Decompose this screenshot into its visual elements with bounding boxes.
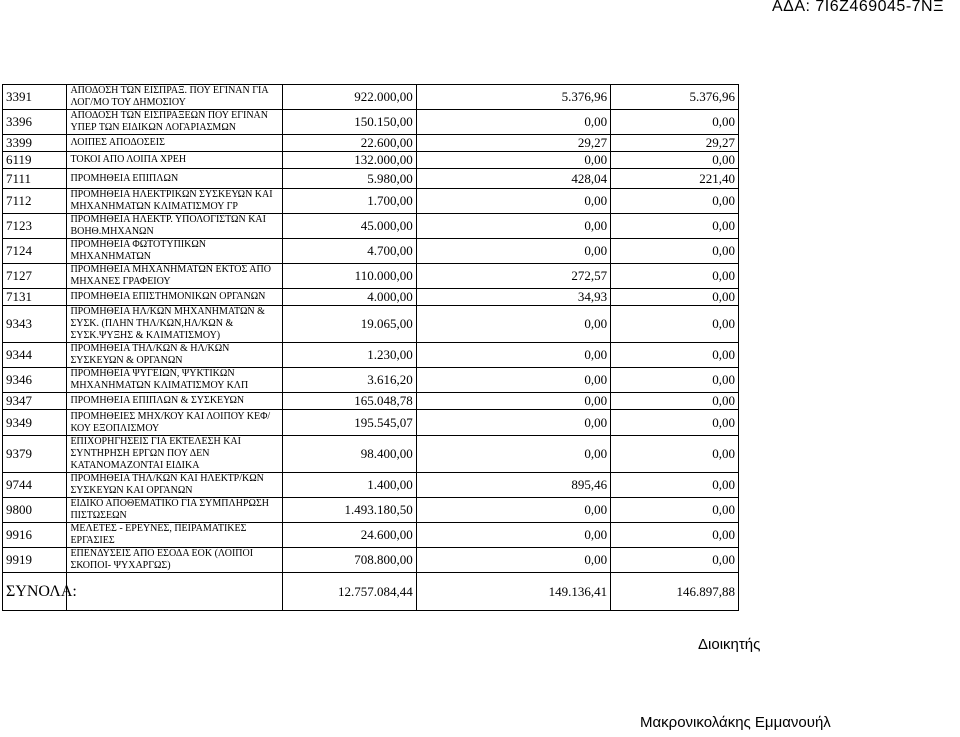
amount-cell: 0,00 [611, 410, 739, 436]
account-code-cell: 7124 [3, 239, 67, 264]
amount-cell: 0,00 [416, 214, 610, 239]
amount-cell: 45.000,00 [282, 214, 416, 239]
account-code-cell: 9379 [3, 436, 67, 473]
description-cell: ΤΟΚΟΙ ΑΠΟ ΛΟΙΠΑ ΧΡΕΗ [67, 152, 282, 169]
description-cell: ΠΡΟΜΗΘΕΙΑ ΕΠΙΣΤΗΜΟΝΙΚΩΝ ΟΡΓΑΝΩΝ [67, 289, 282, 306]
amount-cell: 150.150,00 [282, 110, 416, 135]
account-code-cell: 7112 [3, 189, 67, 214]
table-row [3, 368, 739, 393]
description-cell: ΕΙΔΙΚΟ ΑΠΟΘΕΜΑΤΙΚΟ ΓΙΑ ΣΥΜΠΛΗΡΩΣΗ ΠΙΣΤΩΣΕΩΝ [67, 498, 282, 523]
amount-cell: 149.136,41 [416, 573, 610, 611]
amount-cell: 0,00 [416, 548, 610, 573]
amount-cell: 0,00 [416, 498, 610, 523]
amount-cell: 4.000,00 [282, 289, 416, 306]
amount-cell: 0,00 [416, 410, 610, 436]
amount-cell: 0,00 [416, 393, 610, 410]
amount-cell: 0,00 [611, 548, 739, 573]
description-cell: ΠΡΟΜΗΘΕΙΑ ΗΛ/ΚΩΝ ΜΗΧΑΝΗΜΑΤΩΝ & ΣΥΣΚ. (ΠΛΗΝ ΤΗΛ/ΚΩΝ,ΗΛ/ΚΩΝ & ΣΥΣΚ.ΨΥΞΗΣ & ΚΛΙΜΑΤΙΣΜΟΥ) [67, 306, 282, 343]
table-row [3, 189, 739, 214]
description-cell: ΕΠΙΧΟΡΗΓΗΣΕΙΣ ΓΙΑ ΕΚΤΕΛΕΣΗ ΚΑΙ ΣΥΝΤΗΡΗΣΗ ΕΡΓΩΝ ΠΟΥ ΔΕΝ ΚΑΤΑΝΟΜΑΖΟΝΤΑΙ ΕΙΔΙΚΑ [67, 436, 282, 473]
table-row [3, 393, 739, 410]
amount-cell: 0,00 [611, 498, 739, 523]
amount-cell: 0,00 [611, 368, 739, 393]
amount-cell: 132.000,00 [282, 152, 416, 169]
amount-cell: 165.048,78 [282, 393, 416, 410]
amount-cell: 5.376,96 [416, 85, 610, 110]
signature-role: Διοικητής [698, 636, 761, 653]
amount-cell: 272,57 [416, 264, 610, 289]
account-code-cell: 7127 [3, 264, 67, 289]
account-code-cell: 9344 [3, 343, 67, 368]
description-cell: ΠΡΟΜΗΘΕΙΑ ΗΛΕΚΤΡΙΚΩΝ ΣΥΣΚΕΥΩΝ ΚΑΙ ΜΗΧΑΝΗΜΑΤΩΝ ΚΛΙΜΑΤΙΣΜΟΥ ΓΡ [67, 189, 282, 214]
amount-cell: 0,00 [416, 239, 610, 264]
amount-cell: 0,00 [611, 214, 739, 239]
description-cell: ΜΕΛΕΤΕΣ - ΕΡΕΥΝΕΣ, ΠΕΙΡΑΜΑΤΙΚΕΣ ΕΡΓΑΣΙΕΣ [67, 523, 282, 548]
description-cell: ΕΠΕΝΔΥΣΕΙΣ ΑΠΟ ΕΣΟΔΑ ΕΟΚ (ΛΟΙΠΟΙ ΣΚΟΠΟΙ- ΨΥΧΑΡΓΩΣ) [67, 548, 282, 573]
totals-row [3, 573, 739, 611]
amount-cell: 0,00 [416, 523, 610, 548]
account-code-cell: 9346 [3, 368, 67, 393]
amount-cell: 0,00 [611, 189, 739, 214]
amount-cell: 24.600,00 [282, 523, 416, 548]
description-cell: ΠΡΟΜΗΘΕΙΑ ΜΗΧΑΝΗΜΑΤΩΝ ΕΚΤΟΣ ΑΠΟ ΜΗΧΑΝΕΣ ΓΡΑΦΕΙΟΥ [67, 264, 282, 289]
description-cell: ΠΡΟΜΗΘΕΙΑ ΦΩΤΟΤΥΠΙΚΩΝ ΜΗΧΑΝΗΜΑΤΩΝ [67, 239, 282, 264]
amount-cell: 221,40 [611, 169, 739, 189]
description-cell: ΠΡΟΜΗΘΕΙΕΣ ΜΗΧ/ΚΟΥ ΚΑΙ ΛΟΙΠΟΥ ΚΕΦ/ΚΟΥ ΕΞΟΠΛΙΣΜΟΥ [67, 410, 282, 436]
description-cell: ΠΡΟΜΗΘΕΙΑ ΕΠΙΠΛΩΝ & ΣΥΣΚΕΥΩΝ [67, 393, 282, 410]
amount-cell: 3.616,20 [282, 368, 416, 393]
table-row [3, 473, 739, 498]
account-code-cell: 7123 [3, 214, 67, 239]
amount-cell: 12.757.084,44 [282, 573, 416, 611]
table-row [3, 214, 739, 239]
amount-cell: 5.376,96 [611, 85, 739, 110]
amount-cell: 0,00 [416, 110, 610, 135]
table-row [3, 548, 739, 573]
amount-cell: 22.600,00 [282, 135, 416, 152]
description-cell: ΠΡΟΜΗΘΕΙΑ ΨΥΓΕΙΩΝ, ΨΥΚΤΙΚΩΝ ΜΗΧΑΝΗΜΑΤΩΝ ΚΛΙΜΑΤΙΣΜΟΥ ΚΛΠ [67, 368, 282, 393]
amount-cell: 0,00 [611, 436, 739, 473]
description-cell: ΠΡΟΜΗΘΕΙΑ ΗΛΕΚΤΡ. ΥΠΟΛΟΓΙΣΤΩΝ ΚΑΙ ΒΟΗΘ.ΜΗΧΑΝΩΝ [67, 214, 282, 239]
description-cell: ΛΟΙΠΕΣ ΑΠΟΔΟΣΕΙΣ [67, 135, 282, 152]
table-row [3, 239, 739, 264]
amount-cell: 0,00 [611, 264, 739, 289]
account-code-cell: 9919 [3, 548, 67, 573]
amount-cell: 146.897,88 [611, 573, 739, 611]
description-cell: ΠΡΟΜΗΘΕΙΑ ΤΗΛ/ΚΩΝ & ΗΛ/ΚΩΝ ΣΥΣΚΕΥΩΝ & ΟΡΓΑΝΩΝ [67, 343, 282, 368]
amount-cell: 0,00 [611, 306, 739, 343]
amount-cell: 98.400,00 [282, 436, 416, 473]
amount-cell: 0,00 [611, 393, 739, 410]
table-row [3, 523, 739, 548]
account-code-cell: 7111 [3, 169, 67, 189]
amount-cell: 0,00 [611, 110, 739, 135]
amount-cell: 29,27 [416, 135, 610, 152]
table-row [3, 110, 739, 135]
description-cell: ΑΠΟΔΟΣΗ ΤΩΝ ΕΙΣΠΡΑΞΕΩΝ ΠΟΥ ΕΓΙΝΑΝ ΥΠΕΡ ΤΩΝ ΕΙΔΙΚΩΝ ΛΟΓΑΡΙΑΣΜΩΝ [67, 110, 282, 135]
table-row [3, 85, 739, 110]
table-row [3, 498, 739, 523]
table-row [3, 306, 739, 343]
amount-cell: 0,00 [416, 152, 610, 169]
description-cell: ΠΡΟΜΗΘΕΙΑ ΤΗΛ/ΚΩΝ ΚΑΙ ΗΛΕΚΤΡ/ΚΩΝ ΣΥΣΚΕΥΩΝ ΚΑΙ ΟΡΓΑΝΩΝ [67, 473, 282, 498]
table-row [3, 289, 739, 306]
amount-cell: 29,27 [611, 135, 739, 152]
amount-cell: 1.230,00 [282, 343, 416, 368]
amount-cell: 428,04 [416, 169, 610, 189]
table-row [3, 436, 739, 473]
amount-cell: 0,00 [416, 306, 610, 343]
amount-cell: 922.000,00 [282, 85, 416, 110]
description-cell [67, 573, 282, 611]
amount-cell: 110.000,00 [282, 264, 416, 289]
amount-cell: 0,00 [416, 189, 610, 214]
amount-cell: 0,00 [611, 343, 739, 368]
description-cell: ΑΠΟΔΟΣΗ ΤΩΝ ΕΙΣΠΡΑΞ. ΠΟΥ ΕΓΙΝΑΝ ΓΙΑ ΛΟΓ/ΜΟ ΤΟΥ ΔΗΜΟΣΙΟΥ [67, 85, 282, 110]
amount-cell: 1.700,00 [282, 189, 416, 214]
table-row [3, 135, 739, 152]
account-code-cell: 6119 [3, 152, 67, 169]
account-code-cell: 3399 [3, 135, 67, 152]
table-row [3, 152, 739, 169]
amount-cell: 0,00 [611, 473, 739, 498]
table-row [3, 169, 739, 189]
amount-cell: 1.493.180,50 [282, 498, 416, 523]
amount-cell: 0,00 [611, 239, 739, 264]
amount-cell: 19.065,00 [282, 306, 416, 343]
signature-name: Μακρονικολάκης Εμμανουήλ [640, 714, 831, 731]
table-row [3, 343, 739, 368]
table-row [3, 264, 739, 289]
budget-table-body [3, 85, 739, 611]
amount-cell: 708.800,00 [282, 548, 416, 573]
account-code-cell: ΣΥΝΟΛΑ: [3, 573, 67, 611]
account-code-cell: 9349 [3, 410, 67, 436]
amount-cell: 5.980,00 [282, 169, 416, 189]
amount-cell: 895,46 [416, 473, 610, 498]
account-code-cell: 9343 [3, 306, 67, 343]
ada-code: ΑΔΑ: 7Ι6Ζ469045-7ΝΞ [771, 0, 944, 15]
amount-cell: 0,00 [416, 368, 610, 393]
budget-table [2, 84, 739, 611]
account-code-cell: 9800 [3, 498, 67, 523]
amount-cell: 4.700,00 [282, 239, 416, 264]
account-code-cell: 3391 [3, 85, 67, 110]
amount-cell: 0,00 [611, 289, 739, 306]
account-code-cell: 3396 [3, 110, 67, 135]
amount-cell: 195.545,07 [282, 410, 416, 436]
amount-cell: 34,93 [416, 289, 610, 306]
amount-cell: 0,00 [416, 436, 610, 473]
account-code-cell: 9347 [3, 393, 67, 410]
amount-cell: 0,00 [611, 523, 739, 548]
account-code-cell: 7131 [3, 289, 67, 306]
description-cell: ΠΡΟΜΗΘΕΙΑ ΕΠΙΠΛΩΝ [67, 169, 282, 189]
account-code-cell: 9744 [3, 473, 67, 498]
account-code-cell: 9916 [3, 523, 67, 548]
amount-cell: 0,00 [416, 343, 610, 368]
amount-cell: 0,00 [611, 152, 739, 169]
amount-cell: 1.400,00 [282, 473, 416, 498]
table-row [3, 410, 739, 436]
